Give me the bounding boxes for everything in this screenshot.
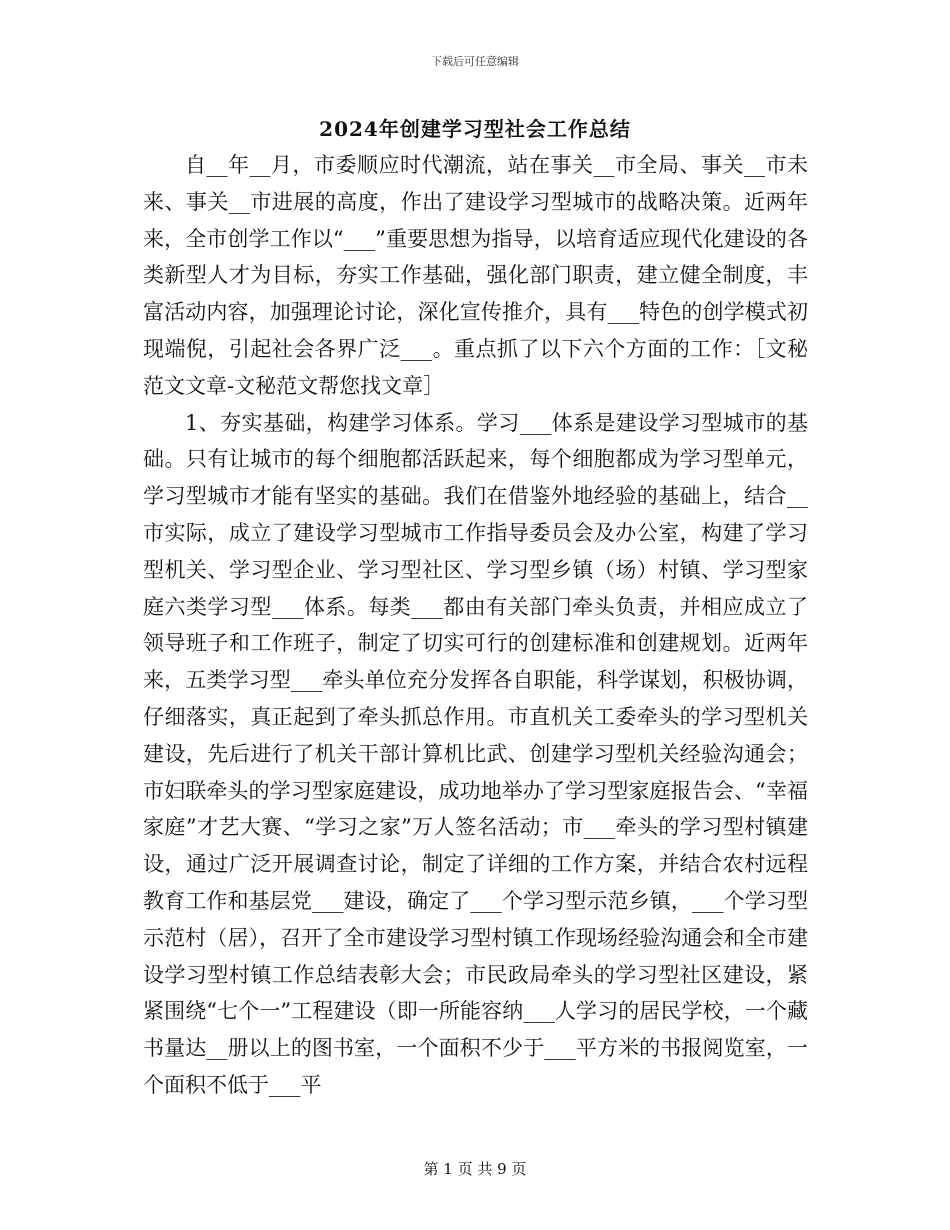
header-note: 下载后可任意编辑 xyxy=(431,55,519,68)
document-title: 2024年创建学习型社会工作总结 xyxy=(319,117,631,141)
document-body xyxy=(143,147,808,1104)
paragraph-section-1: 1、夯实基础，构建学习体系。学习___体系是建设学习型城市的基础。只有让城市的每个细胞都活跃起来，每个细胞都成为学习型单元，学习型城市才能有坚实的基础。我们在借鉴外地经验的基础上，结合__市实际，成立了建设学习型城市工作指导委员会及办公室，构建了学习型机关、学习型企业、学习型社区、学习型乡镇（场）村镇、学习型家庭六类学习型___体系。每类___都由有关部门牵头负责，并相应成立了领导班子和工作班子，制定了切实可行的创建标准和创建规划。近两年来，五类学习型___牵头单位充分发挥各自职能，科学谋划，积极协调，仔细落实，真正起到了牵头抓总作用。市直机关工委牵头的学习型机关建设，先后进行了机关干部计算机比武、创建学习型机关经验沟通会；市妇联牵头的学习型家庭建设，成功地举办了学习型家庭报告会、“幸福家庭”才艺大赛、“学习之家”万人签名活动；市___牵头的学习型村镇建设，通过广泛开展调查讨论，制定了详细的工作方案，并结合农村远程教育工作和基层党___建设，确定了___个学习型示范乡镇，___个学习型示范村（居），召开了全市建设学习型村镇工作现场经验沟通会和全市建设学习型村镇工作总结表彰大会；市民政局牵头的学习型社区建设，紧紧围绕“七个一”工程建设（即一所能容纳___人学习的居民学校，一个藏书量达__册以上的图书室，一个面积不少于___平方米的书报阅览室，一个面积不低于___平 xyxy=(143,410,808,1097)
paragraph-intro: 自__年__月，市委顺应时代潮流，站在事关__市全局、事关__市未来、事关__市进展的高度，作出了建设学习型城市的战略决策。近两年来，全市创学工作以“___”重要思想为指导，以培育适应现代化建设的各类新型人才为目标，夯实工作基础，强化部门职责，建立健全制度，丰富活动内容，加强理论讨论，深化宣传推介，具有___特色的创学模式初现端倪，引起社会各界广泛___。重点抓了以下六个方面的工作：［文秘范文文章-文秘范文帮您找文章］ xyxy=(143,153,808,398)
page-number-footer: 第 1 页 共 9 页 xyxy=(423,1160,527,1178)
